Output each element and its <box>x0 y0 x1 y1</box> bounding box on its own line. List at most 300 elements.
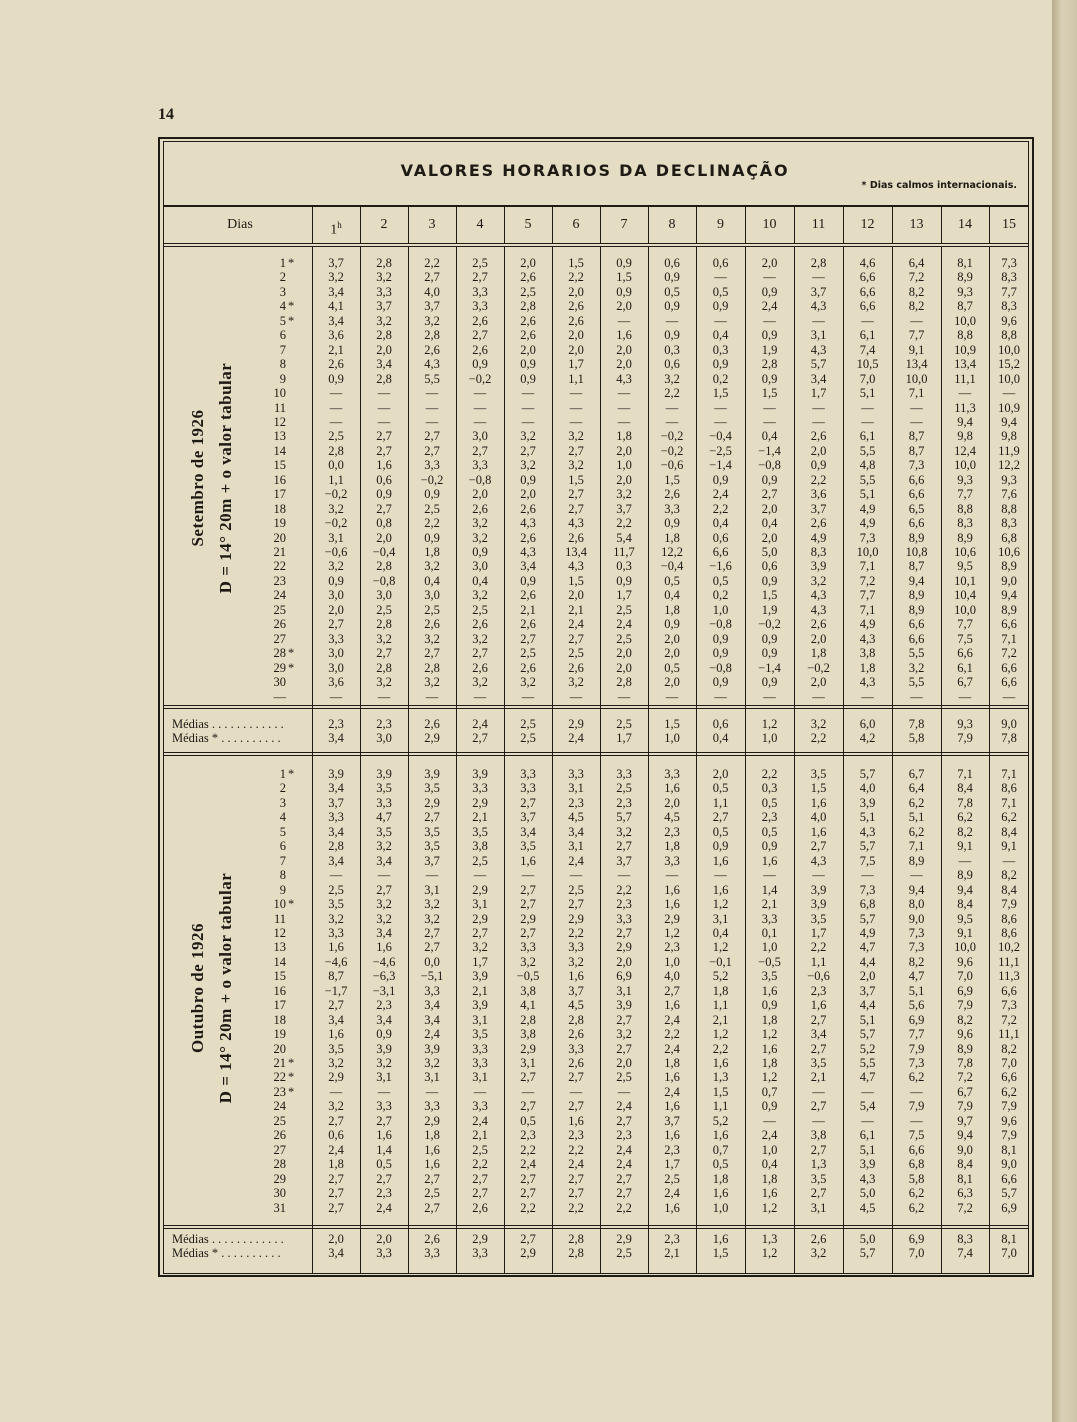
table-cell: 5,0 <box>859 1186 876 1201</box>
table-cell: 1,5 <box>568 573 584 588</box>
day-label <box>262 647 298 660</box>
table-cell: 3,2 <box>424 675 440 690</box>
day-label <box>262 1086 298 1099</box>
table-cell: −0,2 <box>420 472 444 487</box>
table-cell: 2,2 <box>568 1200 584 1215</box>
table-cell: 12,2 <box>661 545 683 559</box>
table-cell: 3,5 <box>810 1056 827 1070</box>
table-cell: 3,7 <box>859 983 876 998</box>
day-label <box>262 1129 298 1142</box>
table-cell: — <box>377 1084 391 1099</box>
table-cell: 3,1 <box>520 1056 536 1070</box>
table-cell: 0,3 <box>664 342 680 357</box>
table-cell: 1,6 <box>328 940 344 955</box>
table-cell: 4,9 <box>810 530 827 545</box>
table-cell: 0,9 <box>664 299 680 314</box>
table-cell: 6,6 <box>859 284 876 299</box>
table-cell: 2,5 <box>616 631 632 646</box>
table-cell: 5,5 <box>859 472 876 487</box>
table-cell: 2,6 <box>328 357 344 372</box>
table-cell: 2,7 <box>328 1113 344 1128</box>
table-cell: 1,8 <box>712 1171 729 1186</box>
table-cell: — <box>569 400 583 415</box>
table-cell: 2,5 <box>376 602 392 617</box>
table-cell: 8,9 <box>908 853 925 868</box>
day-number: 23 <box>273 1084 286 1099</box>
table-cell: 4,7 <box>859 940 876 955</box>
table-cell: 3,2 <box>424 911 440 926</box>
table-cell: 6,2 <box>908 824 925 839</box>
day-number: 31 <box>273 1200 286 1215</box>
table-cell: 10,8 <box>905 545 928 559</box>
table-cell: 12,2 <box>998 458 1020 473</box>
table-cell: 2,0 <box>328 602 344 617</box>
table-cell: 2,7 <box>472 1186 488 1201</box>
table-cell: 2,8 <box>616 675 632 690</box>
table-cell: 7,1 <box>957 767 973 781</box>
table-cell: 8,9 <box>908 588 925 603</box>
table-cell: 1,8 <box>616 429 632 444</box>
day-label <box>262 358 298 371</box>
table-cell: 0,6 <box>376 472 392 487</box>
table-cell: 3,3 <box>472 1056 488 1070</box>
table-cell: 8,2 <box>957 1012 973 1027</box>
table-cell: 6,2 <box>1001 810 1017 825</box>
table-cell: 8,2 <box>1001 868 1017 883</box>
table-cell: 3,1 <box>616 983 632 998</box>
medias-cell: 2,6 <box>424 717 440 731</box>
table-cell: 2,4 <box>568 617 584 632</box>
table-cell: 3,7 <box>376 299 392 314</box>
table-cell: 2,5 <box>328 882 344 897</box>
table-cell: 2,4 <box>712 487 729 502</box>
medias-cell: 2,1 <box>664 1246 680 1260</box>
medias-cell: 2,6 <box>810 1232 827 1246</box>
table-cell: — <box>763 313 776 328</box>
table-cell: 3,2 <box>328 559 344 574</box>
day-number: 28 <box>273 646 286 661</box>
table-cell: 3,5 <box>328 897 344 912</box>
table-cell: 2,9 <box>616 940 632 955</box>
table-cell: 7,7 <box>908 1027 925 1042</box>
day-number: 24 <box>273 588 286 603</box>
table-cell: 7,0 <box>859 371 876 386</box>
table-cell: 3,1 <box>472 1070 488 1085</box>
table-cell: 3,2 <box>424 631 440 646</box>
table-cell: 6,3 <box>957 1186 973 1201</box>
table-cell: 1,1 <box>712 1099 729 1114</box>
table-cell: 10,9 <box>954 342 976 357</box>
table-cell: — <box>425 414 439 429</box>
table-cell: 8,7 <box>908 443 925 458</box>
day-label <box>262 1100 298 1113</box>
sep-october-medias-2 <box>163 1228 1029 1229</box>
table-cell: 9,4 <box>957 882 973 897</box>
table-cell: 6,6 <box>712 545 729 559</box>
day-label <box>262 970 298 983</box>
medias-cell: 3,3 <box>424 1246 440 1260</box>
table-cell: 8,6 <box>1001 911 1017 926</box>
table-cell: 1,6 <box>810 998 827 1013</box>
table-cell: 9,5 <box>957 559 973 574</box>
table-cell: 2,7 <box>761 487 778 502</box>
day-number: 6 <box>279 328 286 343</box>
table-cell: 2,4 <box>664 1041 680 1056</box>
table-cell: 2,2 <box>424 256 440 270</box>
table-cell: — <box>763 1113 776 1128</box>
table-cell: 1,8 <box>712 983 729 998</box>
table-cell: 8,3 <box>1001 270 1017 285</box>
sep-medias-top-2 <box>163 708 1029 709</box>
day-label <box>262 811 298 824</box>
table-cell: 3,9 <box>616 998 632 1013</box>
table-cell: 2,7 <box>328 1186 344 1201</box>
table-cell: 3,2 <box>520 675 536 690</box>
table-cell: 2,9 <box>472 882 488 897</box>
medias-cell: 2,5 <box>616 1246 632 1260</box>
table-cell: 7,9 <box>957 1099 973 1114</box>
table-cell: 9,6 <box>1001 313 1017 328</box>
table-cell: 4,3 <box>859 675 876 690</box>
table-cell: 3,5 <box>810 767 827 781</box>
table-cell: 2,6 <box>520 660 536 675</box>
table-cell: 3,8 <box>810 1128 827 1143</box>
table-cell: 2,2 <box>810 472 827 487</box>
day-number: 5 <box>279 313 286 328</box>
table-cell: 2,0 <box>761 501 778 516</box>
table-cell: 2,1 <box>472 810 488 825</box>
day-number: 27 <box>273 1142 286 1157</box>
table-cell: 2,0 <box>761 256 778 270</box>
table-cell: — <box>812 868 825 883</box>
table-cell: — <box>958 689 972 704</box>
table-cell: 8,3 <box>957 516 973 531</box>
header-dias: Dias <box>227 217 253 232</box>
day-number: 15 <box>273 969 286 984</box>
day-label <box>262 1144 298 1157</box>
table-cell: 2,0 <box>761 530 778 545</box>
table-cell: 7,7 <box>908 328 925 343</box>
day-number: 22 <box>273 559 286 574</box>
table-cell: 3,3 <box>664 853 680 868</box>
day-number: 16 <box>273 472 286 487</box>
day-number: 26 <box>273 1128 286 1143</box>
table-cell: — <box>569 1084 583 1099</box>
medias-cell: 7,0 <box>1001 1246 1017 1260</box>
table-cell: 0,5 <box>761 824 778 839</box>
table-cell: 0,9 <box>810 458 827 473</box>
table-cell: 1,2 <box>712 897 729 912</box>
table-cell: 2,7 <box>810 1186 827 1201</box>
table-cell: 0,9 <box>664 516 680 531</box>
medias-cell: 3,4 <box>328 731 344 745</box>
table-cell: 8,9 <box>908 602 925 617</box>
table-cell: 2,2 <box>520 1142 536 1157</box>
table-cell: 2,4 <box>616 1157 632 1172</box>
table-cell: −0,2 <box>324 516 348 531</box>
table-cell: — <box>329 1084 343 1099</box>
table-cell: 0,5 <box>664 284 680 299</box>
table-cell: 2,0 <box>712 767 729 781</box>
table-cell: 2,7 <box>424 810 440 825</box>
table-cell: 1,1 <box>712 998 729 1013</box>
day-label <box>262 387 298 400</box>
table-cell: 2,6 <box>472 342 488 357</box>
table-cell: 0,5 <box>712 284 729 299</box>
table-cell: 2,9 <box>520 911 536 926</box>
table-cell: 0,9 <box>616 284 632 299</box>
table-cell: −0,8 <box>468 472 492 487</box>
table-cell: 1,0 <box>761 1142 778 1157</box>
table-cell: 3,4 <box>376 357 392 372</box>
table-cell: 0,5 <box>712 781 729 796</box>
header-hour: 12 <box>860 217 875 232</box>
table-cell: 0,9 <box>761 472 778 487</box>
table-cell: 0,9 <box>761 675 778 690</box>
table-cell: 8,9 <box>957 868 973 883</box>
table-cell: 5,5 <box>908 675 925 690</box>
table-cell: 3,9 <box>472 998 488 1013</box>
table-cell: 2,5 <box>664 1171 680 1186</box>
table-cell: −1,4 <box>758 443 781 458</box>
table-cell: 3,9 <box>859 795 876 810</box>
table-cell: 0,9 <box>712 675 729 690</box>
table-cell: 3,5 <box>328 1041 344 1056</box>
table-cell: 2,5 <box>616 1070 632 1085</box>
table-cell: 0,9 <box>520 472 536 487</box>
table-cell: 8,7 <box>908 559 925 574</box>
table-cell: 2,6 <box>520 588 536 603</box>
day-label <box>262 532 298 545</box>
table-cell: 2,6 <box>424 342 440 357</box>
table-cell: 9,1 <box>957 839 973 854</box>
table-cell: 1,9 <box>761 602 778 617</box>
table-cell: — <box>521 386 535 401</box>
table-cell: — <box>763 400 776 415</box>
day-label <box>262 1014 298 1027</box>
table-cell: 2,0 <box>568 284 584 299</box>
table-cell: 7,1 <box>908 386 925 401</box>
table-cell: 2,7 <box>424 1171 440 1186</box>
table-cell: 8,7 <box>957 299 973 314</box>
table-cell: 0,9 <box>712 631 729 646</box>
table-cell: 1,5 <box>712 1084 729 1099</box>
table-cell: 2,7 <box>520 882 536 897</box>
day-label <box>262 913 298 926</box>
table-cell: 5,1 <box>859 487 876 502</box>
table-cell: — <box>329 400 343 415</box>
medias-cell: 2,4 <box>568 731 584 745</box>
table-cell: 4,3 <box>859 824 876 839</box>
table-cell: 8,6 <box>1001 781 1017 796</box>
day-label <box>262 575 298 588</box>
table-cell: 1,5 <box>712 386 729 401</box>
table-cell: 7,7 <box>957 617 973 632</box>
table-cell: 5,8 <box>908 1171 925 1186</box>
table-cell: 1,8 <box>664 1056 680 1070</box>
table-cell: 3,2 <box>376 839 392 854</box>
table-cell: 10,0 <box>856 545 879 559</box>
table-cell: 8,9 <box>957 1041 973 1056</box>
table-cell: 9,0 <box>1001 1157 1017 1172</box>
table-cell: 3,4 <box>810 1027 827 1042</box>
table-cell: 4,3 <box>424 357 440 372</box>
table-cell: 4,4 <box>859 954 876 969</box>
medias-cell: 7,8 <box>908 717 925 731</box>
day-number: 18 <box>273 501 286 516</box>
medias-cell: 2,5 <box>616 717 632 731</box>
day-label <box>262 855 298 868</box>
table-cell: 10,0 <box>954 313 976 328</box>
table-cell: 2,7 <box>472 1171 488 1186</box>
table-cell: 2,8 <box>376 559 392 574</box>
table-cell: — <box>473 868 487 883</box>
table-cell: 3,2 <box>616 824 632 839</box>
day-number: 14 <box>273 954 286 969</box>
table-cell: 2,7 <box>328 1171 344 1186</box>
table-cell: 1,6 <box>664 1200 680 1215</box>
table-cell: 2,1 <box>328 342 344 357</box>
table-cell: 0,9 <box>376 487 392 502</box>
table-cell: 2,7 <box>376 1171 392 1186</box>
table-cell: 4,5 <box>859 1200 876 1215</box>
table-cell: 3,8 <box>520 1027 536 1042</box>
day-number: 8 <box>279 357 286 372</box>
table-cell: 10,1 <box>954 573 976 588</box>
day-label <box>262 344 298 357</box>
day-number: 11 <box>273 911 286 926</box>
table-cell: 3,4 <box>328 781 344 796</box>
table-cell: — <box>910 313 923 328</box>
day-label <box>262 517 298 530</box>
table-cell: 1,6 <box>712 853 729 868</box>
table-cell: 6,8 <box>859 897 876 912</box>
table-cell: 3,3 <box>376 284 392 299</box>
table-cell: — <box>714 414 727 429</box>
table-cell: — <box>329 386 343 401</box>
table-cell: 5,1 <box>859 810 876 825</box>
table-cell: 7,5 <box>859 853 876 868</box>
day-number: 11 <box>273 400 286 415</box>
medias-cell: 2,4 <box>472 717 488 731</box>
table-cell: 2,4 <box>664 1186 680 1201</box>
day-label <box>262 416 298 429</box>
table-cell: 2,8 <box>376 328 392 343</box>
table-cell: 5,5 <box>908 646 925 661</box>
table-cell: 2,4 <box>761 299 778 314</box>
day-label <box>262 286 298 299</box>
table-cell: −1,4 <box>709 458 732 473</box>
table-cell: 9,3 <box>957 472 973 487</box>
table-cell: 2,3 <box>616 897 632 912</box>
table-cell: 2,3 <box>376 998 392 1013</box>
table-cell: 0,9 <box>424 487 440 502</box>
day-number: 21 <box>273 545 286 559</box>
table-cell: 2,6 <box>810 429 827 444</box>
table-cell: 2,0 <box>520 256 536 270</box>
table-cell: 4,3 <box>810 853 827 868</box>
table-cell: 3,5 <box>472 824 488 839</box>
table-cell: 4,5 <box>568 810 584 825</box>
table-cell: 1,6 <box>424 1157 440 1172</box>
table-cell: 6,2 <box>957 810 973 825</box>
table-cell: 2,0 <box>664 675 680 690</box>
table-cell: 3,4 <box>520 824 536 839</box>
table-cell: 1,1 <box>568 371 584 386</box>
table-cell: 3,2 <box>328 911 344 926</box>
table-cell: 2,6 <box>568 530 584 545</box>
table-cell: 1,6 <box>520 853 536 868</box>
table-cell: 7,1 <box>859 559 876 574</box>
medias-cell: 2,9 <box>472 1232 488 1246</box>
table-cell: 5,4 <box>859 1099 876 1114</box>
table-cell: 7,7 <box>859 588 876 603</box>
table-cell: −0,2 <box>758 617 781 632</box>
table-cell: 3,4 <box>376 853 392 868</box>
table-cell: 11,1 <box>954 371 976 386</box>
table-cell: 2,5 <box>520 284 536 299</box>
medias-cell: 7,8 <box>1001 731 1017 745</box>
table-cell: 10,0 <box>998 371 1020 386</box>
table-cell: 2,1 <box>472 1128 488 1143</box>
table-cell: 2,0 <box>568 588 584 603</box>
table-cell: 2,3 <box>568 795 584 810</box>
table-cell: 1,7 <box>810 925 827 940</box>
medias-cell: 2,3 <box>328 717 344 731</box>
table-cell: 3,7 <box>520 810 536 825</box>
table-cell: 6,6 <box>1001 617 1017 632</box>
table-cell: 15,2 <box>998 357 1020 372</box>
table-cell: 3,7 <box>424 299 440 314</box>
table-cell: 3,0 <box>328 660 344 675</box>
table-cell: 13,4 <box>565 545 587 559</box>
table-cell: 0,9 <box>761 839 778 854</box>
table-cell: 1,3 <box>712 1070 729 1085</box>
table-cell: −0,8 <box>372 573 396 588</box>
table-cell: 4,9 <box>859 925 876 940</box>
day-label <box>262 546 298 559</box>
table-cell: 3,2 <box>568 954 584 969</box>
quiet-day-mark: * <box>288 1084 295 1099</box>
table-cell: 1,3 <box>810 1157 827 1172</box>
day-number: 4 <box>279 810 286 825</box>
table-cell: 3,8 <box>859 646 876 661</box>
day-label <box>262 898 298 911</box>
day-number: 17 <box>273 998 286 1013</box>
quiet-day-mark: * <box>288 1056 295 1070</box>
table-cell: 2,7 <box>376 501 392 516</box>
table-cell: 4,3 <box>568 516 584 531</box>
table-cell: 2,0 <box>616 1056 632 1070</box>
table-cell: 5,5 <box>859 1056 876 1070</box>
table-cell: 2,7 <box>616 1186 632 1201</box>
medias-cell: 2,5 <box>520 731 536 745</box>
table-cell: 9,3 <box>1001 472 1017 487</box>
table-cell: 1,5 <box>761 386 778 401</box>
table-cell: 4,5 <box>664 810 680 825</box>
day-number: 3 <box>279 795 286 810</box>
table-cell: 1,6 <box>328 1027 344 1042</box>
table-cell: 6,2 <box>908 795 925 810</box>
table-cell: 2,3 <box>664 824 680 839</box>
table-cell: 0,9 <box>761 631 778 646</box>
table-cell: 2,6 <box>472 1200 488 1215</box>
day-label <box>262 985 298 998</box>
table-cell: 3,2 <box>424 897 440 912</box>
table-cell: 2,7 <box>424 270 440 285</box>
day-number: 26 <box>273 617 286 632</box>
sep-october-top-2 <box>163 755 1029 756</box>
